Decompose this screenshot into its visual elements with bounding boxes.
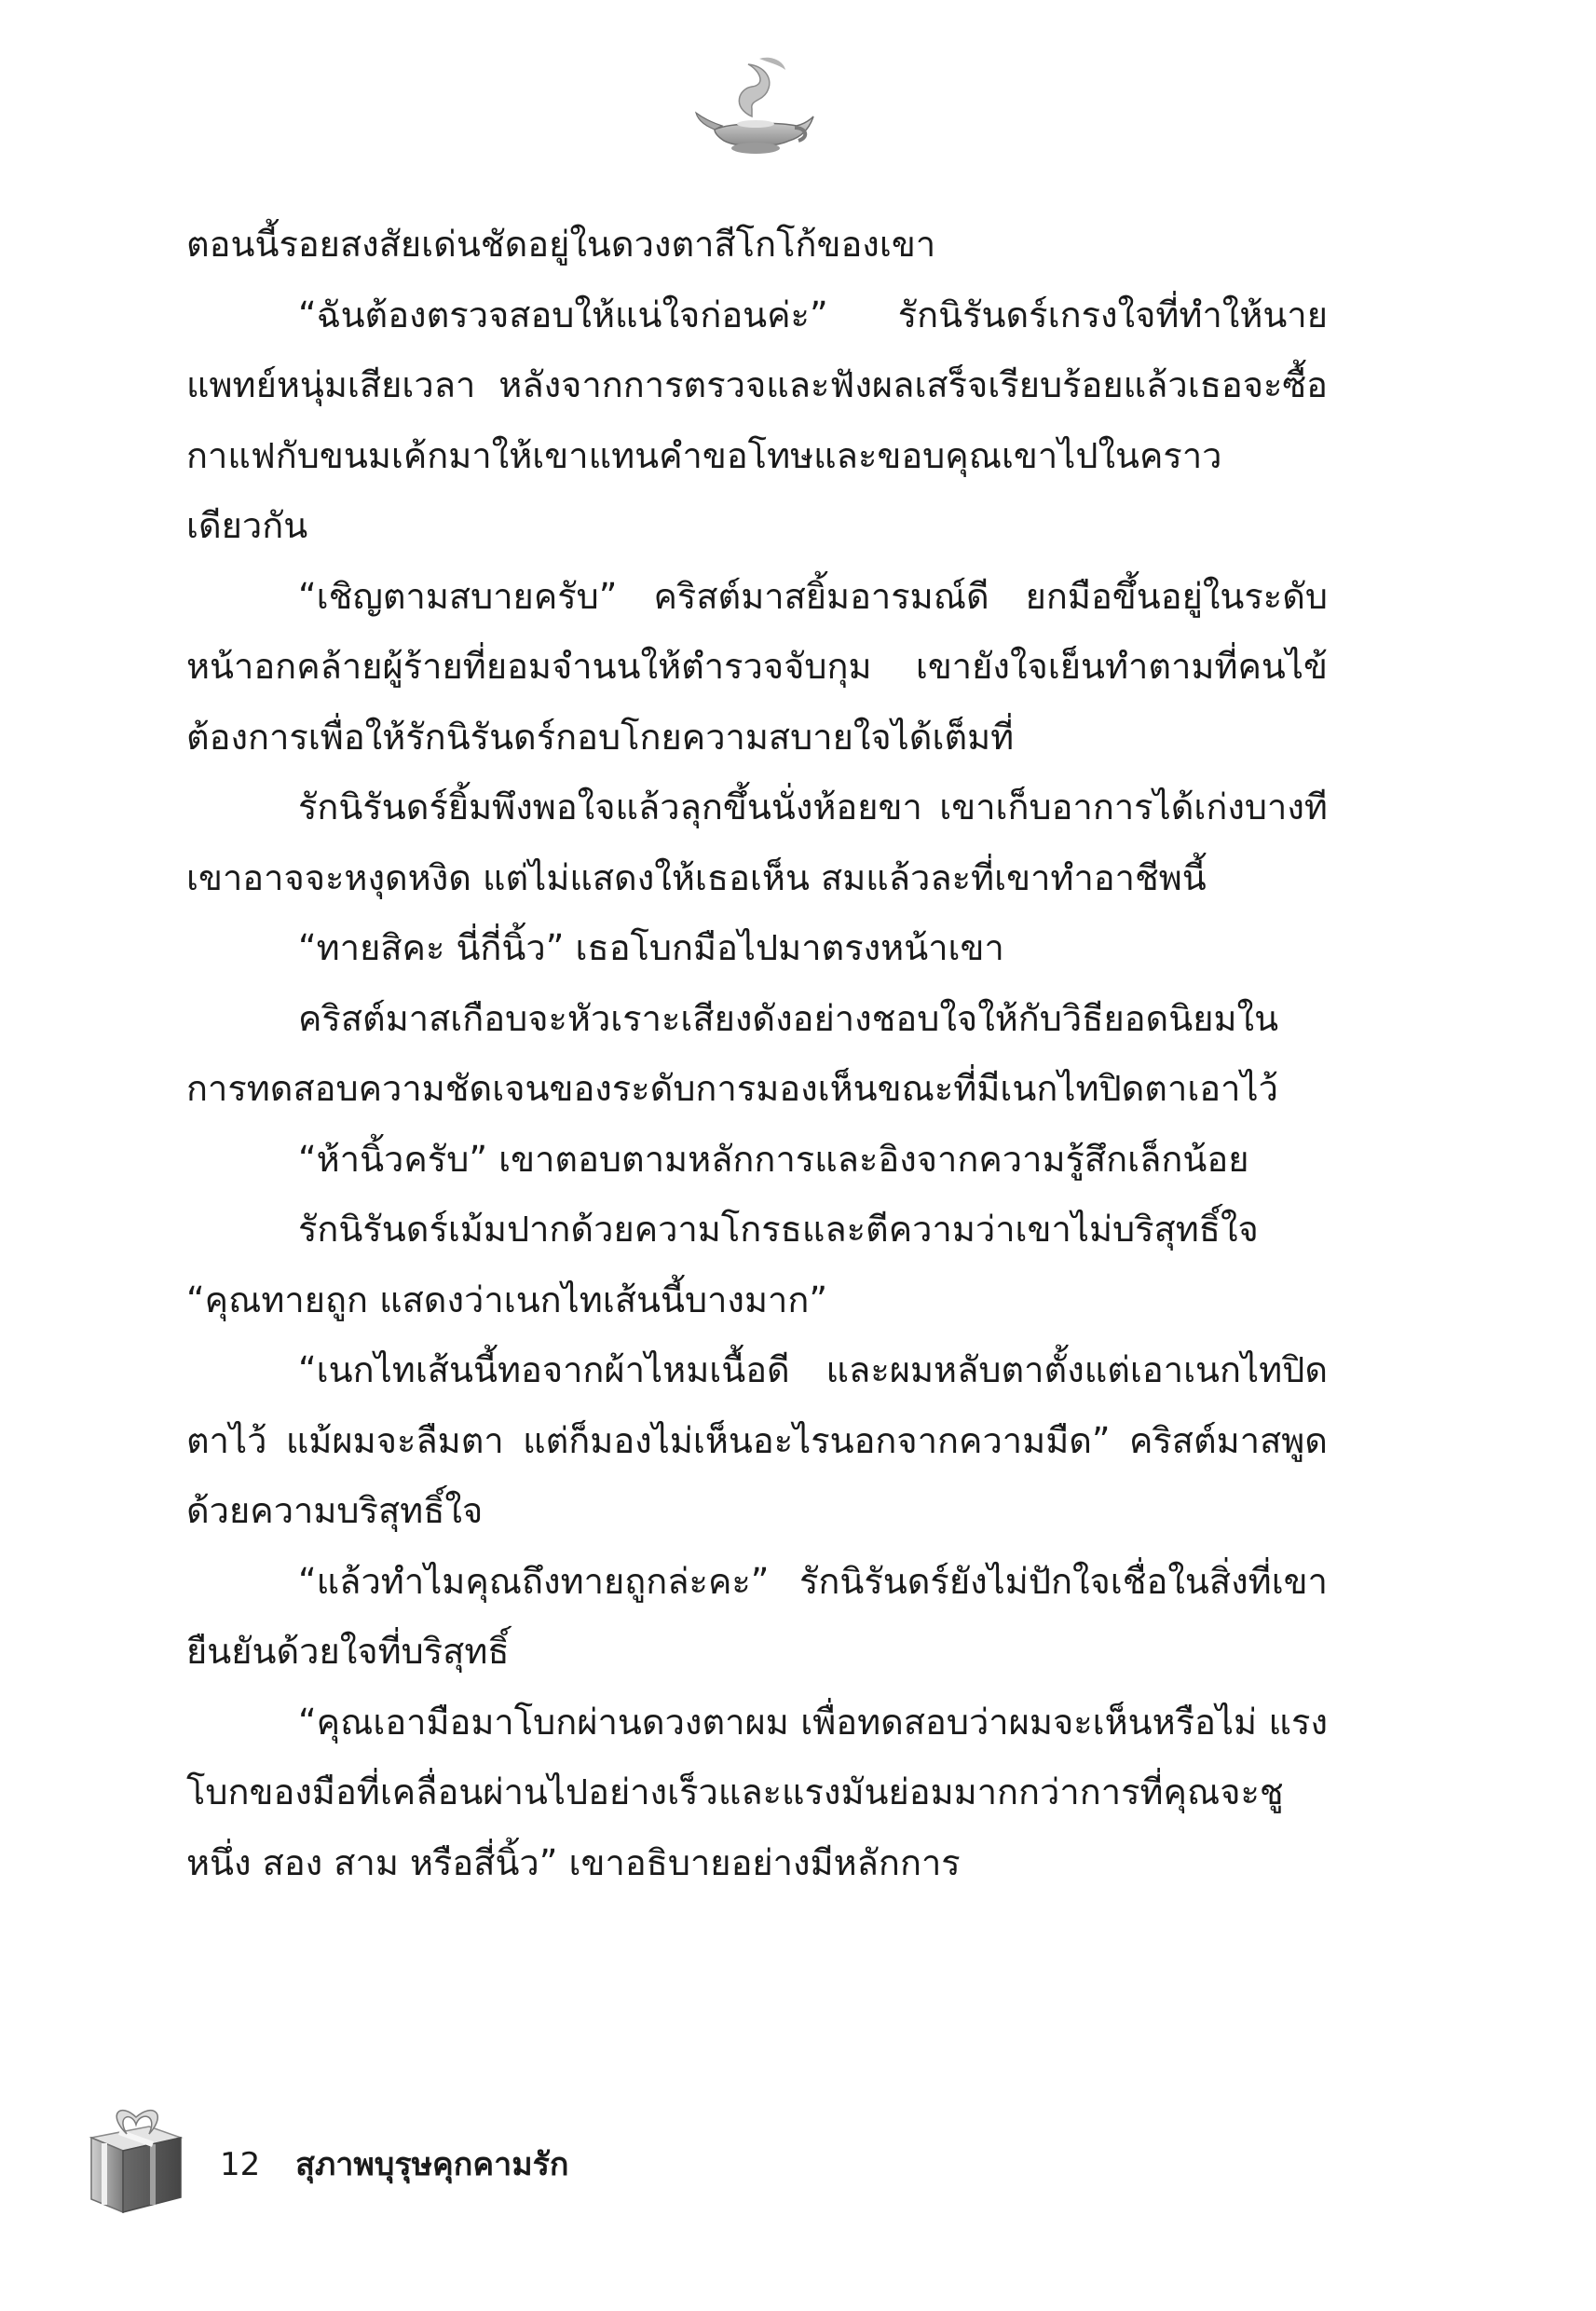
paragraph: “เนกไทเส้นนี้ทอจากผ้าไหมเนื้อดี และผมหลับตาตั้งแต่เอาเนกไทปิดตาไว้ แม้ผมจะลืมตา แต่ก็มองไม่เห็นอะไรนอกจากความมืด” คริสต์มาสพูดด้วยความบริสุทธิ์ใจ bbox=[186, 1349, 1328, 1531]
paragraph: “ห้านิ้วครับ” เขาตอบตามหลักการและอิงจากความรู้สึกเล็กน้อย bbox=[298, 1138, 1249, 1180]
paragraph: รักนิรันดร์ยิ้มพึงพอใจแล้วลุกขึ้นนั่งห้อยขา เขาเก็บอาการได้เก่งบางทีเขาอาจจะหงุดหงิด แต่ไม่แสดงให้เธอเห็น สมแล้วละที่เขาทำอาชีพนี้ bbox=[186, 786, 1328, 898]
paragraph: “ทายสิคะ นี่กี่นิ้ว” เธอโบกมือไปมาตรงหน้าเขา bbox=[298, 927, 1004, 968]
paragraph: “คุณเอามือมาโบกผ่านดวงตาผม เพื่อทดสอบว่าผมจะเห็นหรือไม่ แรงโบกของมือที่เคลื่อนผ่านไปอย่างเร็วและแรงมันย่อมมากกว่าการที่คุณจะชูหนึ่ง สอง สาม หรือสี่นิ้ว” เขาอธิบายอย่างมีหลักการ bbox=[186, 1701, 1328, 1883]
paragraph: “ฉันต้องตรวจสอบให้แน่ใจก่อนค่ะ” รักนิรันดร์เกรงใจที่ทำให้นายแพทย์หนุ่มเสียเวลา หลังจากการตรวจและฟังผลเสร็จเรียบร้อยแล้วเธอจะซื้อกาแฟกับขนมเค้กมาให้เขาแทนคำขอโทษและขอบคุณเขาไปในคราวเดียวกัน bbox=[186, 294, 1328, 546]
page-number: 12 bbox=[220, 2146, 261, 2183]
paragraph: “เชิญตามสบายครับ” คริสต์มาสยิ้มอารมณ์ดี ยกมือขึ้นอยู่ในระดับหน้าอกคล้ายผู้ร้ายที่ยอมจำนนให้ตำรวจจับกุม เขายังใจเย็นทำตามที่คนไข้ต้องการเพื่อให้รักนิรันดร์กอบโกยความสบายใจได้เต็มที่ bbox=[186, 575, 1328, 758]
paragraph: คริสต์มาสเกือบจะหัวเราะเสียงดังอย่างชอบใจให้กับวิธียอดนิยมในการทดสอบความชัดเจนของระดับการมองเห็นขณะที่มีเนกไทปิดตาเอาไว้ bbox=[186, 997, 1279, 1109]
page-footer bbox=[220, 2139, 568, 2189]
gift-box-icon bbox=[75, 2097, 196, 2218]
paragraph: ตอนนี้รอยสงสัยเด่นชัดอยู่ในดวงตาสีโกโก้ของเขา bbox=[186, 224, 936, 265]
book-title: สุภาพบุรุษคุกคามรัก bbox=[295, 2146, 569, 2183]
paragraph: “แล้วทำไมคุณถึงทายถูกล่ะคะ” รักนิรันดร์ยังไม่ปักใจเชื่อในสิ่งที่เขายืนยันด้วยใจที่บริสุทธิ์ bbox=[186, 1560, 1328, 1672]
body-text bbox=[186, 210, 1328, 1898]
genie-lamp-icon bbox=[694, 51, 815, 163]
paragraph: รักนิรันดร์เม้มปากด้วยความโกรธและตีความว่าเขาไม่บริสุทธิ์ใจ “คุณทายถูก แสดงว่าเนกไทเส้นนี้บางมาก” bbox=[186, 1209, 1259, 1320]
